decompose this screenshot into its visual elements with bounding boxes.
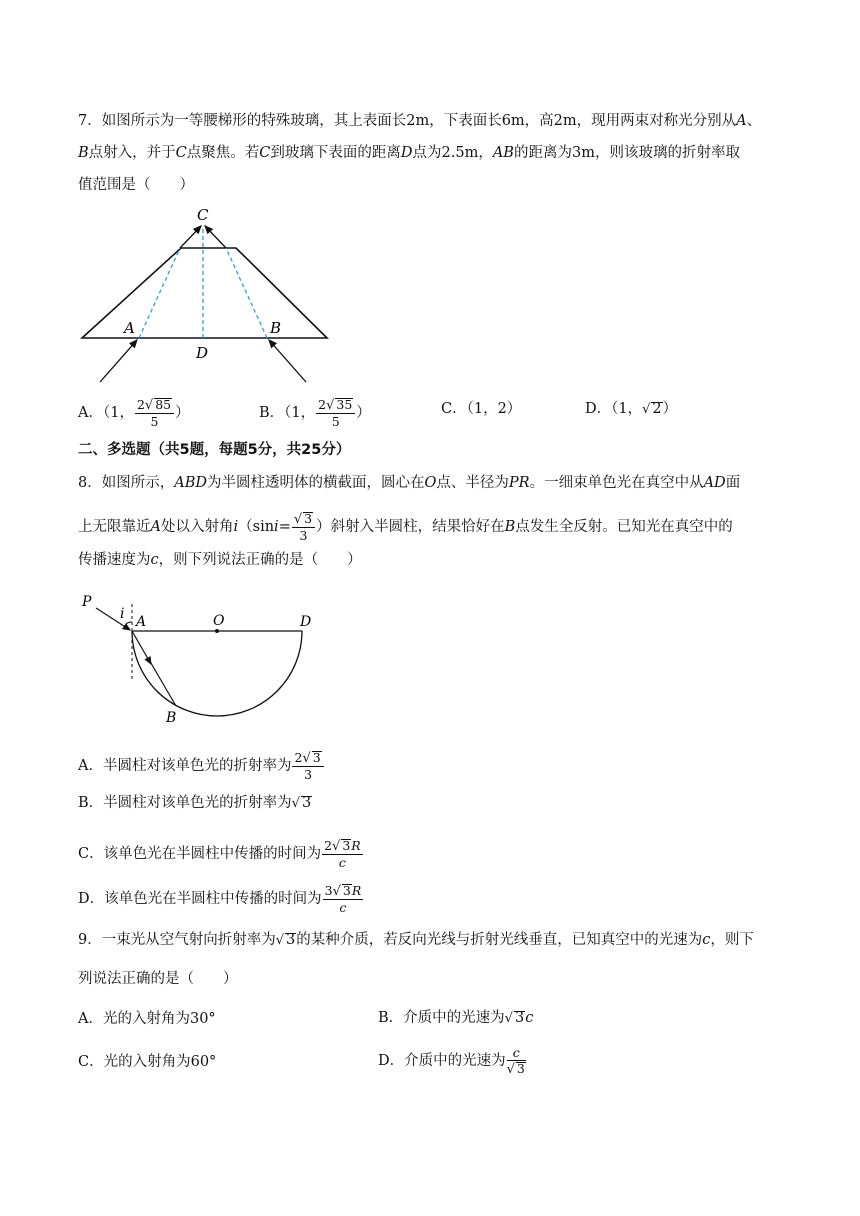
trapezoid-shape	[82, 248, 327, 338]
label-a: A	[124, 319, 135, 337]
q8-line-2: 上无限靠近A处以入射角i（sini= $\frac{√ 3}{3}$ ）斜射入半圆柱，结果恰好在B点发生全反射。已知光在真空中的	[78, 511, 733, 543]
label-d: D	[196, 344, 209, 362]
q7-trapezoid-figure	[72, 206, 342, 386]
q9-option-b[interactable]: B．介质中的光速为√ 3c	[378, 1010, 534, 1026]
incident-ray-p	[96, 608, 130, 630]
label-o: O	[213, 613, 225, 629]
q8-option-b[interactable]: B．半圆柱对该单色光的折射率为√ 3	[78, 795, 312, 811]
q7-line-1: 7．如图所示为一等腰梯形的特殊玻璃，其上表面长2m，下表面长6m，高2m，现用两束对称光分别从A、	[78, 113, 762, 129]
q7-option-c[interactable]: C．（1，2）	[441, 401, 522, 417]
label-c: C	[197, 206, 209, 224]
incident-ray-left	[100, 340, 137, 382]
q8-line-1: 8．如图所示，ABD为半圆柱透明体的横截面，圆心在O点、半径为PR。一细束单色光在真空中从AD面	[78, 475, 741, 491]
q9-option-c[interactable]: C．光的入射角为60°	[78, 1054, 217, 1070]
ray-to-c-right	[205, 226, 226, 248]
q7-line-2: B点射入，并于C点聚焦。若C到玻璃下表面的距离D点为2.5m，AB的距离为3m，则该玻璃的折射率取	[78, 145, 740, 161]
label-b: B	[270, 319, 282, 337]
q7-option-d[interactable]: D．（1，√ 2）	[585, 401, 678, 417]
q7-option-a[interactable]: A．（1， $\frac{2√ 85}{5}$ ）	[78, 397, 190, 429]
q9-line-1: 9．一束光从空气射向折射率为√ 3的某种介质，若反向光线与折射光线垂直，已知真空中的光速为c，则下	[78, 932, 754, 948]
label-p: P	[82, 594, 92, 610]
q9-line-2: 列说法正确的是（ ）	[78, 971, 238, 987]
q8-semicircle-figure	[74, 588, 334, 728]
label-a: A	[136, 614, 147, 630]
ray-to-c-left	[180, 226, 201, 248]
center-point-o	[215, 629, 219, 633]
ray-to-b	[148, 658, 176, 706]
angle-arc-i	[126, 622, 132, 624]
q7-line-3: 值范围是（ ）	[78, 177, 194, 193]
refracted-ray-left	[139, 248, 180, 338]
q8-line-3: 传播速度为c，则下列说法正确的是（ ）	[78, 552, 362, 568]
q8-option-a[interactable]: A．半圆柱对该单色光的折射率为 $\frac{2√ 3}{3}$	[78, 751, 325, 781]
label-i: i	[120, 606, 125, 622]
incident-ray-right	[269, 340, 306, 382]
refracted-ray-right	[226, 248, 267, 338]
label-d: D	[300, 614, 312, 630]
q8-option-d[interactable]: D．该单色光在半圆柱中传播的时间为 $\frac{3√ 3R}{c}$	[78, 883, 362, 915]
q9-option-d[interactable]: D．介质中的光速为 $\frac{c}{√ 3}$	[378, 1045, 525, 1077]
q7-option-b[interactable]: B．（1， $\frac{2√ 35}{5}$ ）	[259, 397, 371, 429]
q8-option-c[interactable]: C．该单色光在半圆柱中传播的时间为 $\frac{2√ 3R}{c}$	[78, 838, 361, 870]
section-heading-multiple-choice: 二、多选题（共5题，每题5分，共25分）	[78, 442, 351, 458]
label-b: B	[166, 710, 177, 726]
q9-option-a[interactable]: A．光的入射角为30°	[78, 1011, 216, 1027]
